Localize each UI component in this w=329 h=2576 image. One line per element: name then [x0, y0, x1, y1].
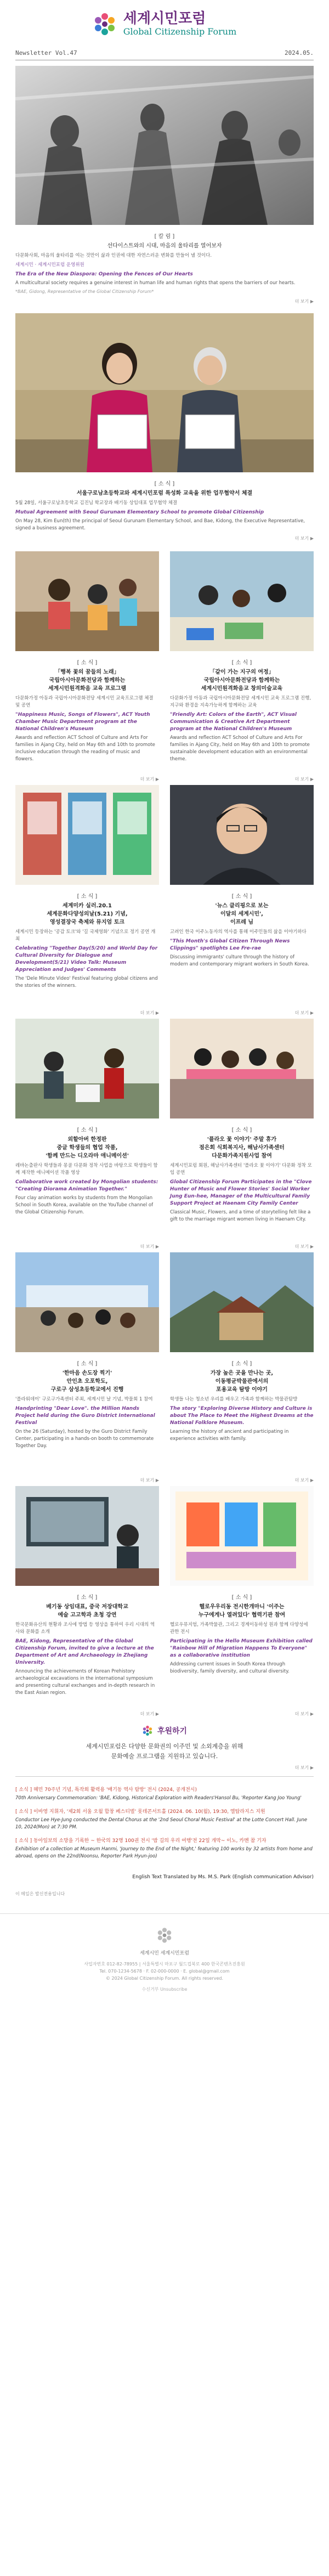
send-only-note: 이 메일은 발신전용입니다 [15, 1891, 65, 1896]
agreement-body-ko: 5월 28일, 서울구로남초등학교 김진님 학교장과 배기동 상임대표 업무협약 체결 [15, 500, 178, 506]
notice-item[interactable] [15, 1787, 314, 1802]
card-title-en: Collaborative work created by Mongolian students: "Creating Diorama Animation Together." [15, 1179, 158, 1192]
news-card-image[interactable] [15, 551, 159, 651]
card-body-en: Four clay animation works by students from the Mongolian School in South Korea, available on the YouTube channel of the Global Citizenship Forum. [15, 1195, 154, 1215]
card-body-ko: 한국문화유산의 현황과 조사에 방법 등 영상을 통하여 우리 시대의 역사와 문화를 소개 [15, 1622, 155, 1635]
card-title-ko[interactable]: 세계미카 실러.20.1 세계문화다양성의날(5.21) 기념, 영성결장국 축제와 뮤지엄 토크 [47, 903, 128, 925]
card-more-link[interactable]: 더 보기 ▶ [294, 1478, 314, 1483]
news-card [15, 1252, 159, 1486]
news-card [15, 1486, 159, 1720]
support-more-link[interactable]: 더 보기 ▶ [294, 1765, 314, 1770]
newsletter-header [0, 0, 329, 43]
support-title[interactable]: 후원하기 [157, 1727, 188, 1736]
news-card-image[interactable] [170, 1019, 314, 1118]
card-title-en: The story "Exploring Diverse History and Culture is about The Place to Meet the Highest Dreams at the National Folklore Museum. [170, 1406, 314, 1426]
card-title-ko[interactable]: 「행복 꽃의 꿈들의 노래」 국립아시아문화전당과 함께하는 세계시민원격화음 교육 프로그램 [48, 669, 127, 692]
card-body-en: Awards and reflection ACT School of Culture and Arts For families in Ajang City, held on May 6th and 10th to promote inclusive education through the reading of music and flowers. [15, 735, 155, 762]
agreement-body-en: On May 28, Kim Eun(th) the principal of Seoul Gurunam Elementary School, and Bae, Kidong, the Executive Representative, signed a business agreement. [15, 518, 305, 531]
notice-ko[interactable]: [ 소식 ] 이바영 지휘자, '제2회 서울 오월 합창 페스티벌' 롯데콘서트홀 (2024. 06. 10(월), 19:30, 엘탑라지스 지원 [15, 1809, 265, 1815]
card-more-link[interactable]: 더 보기 ▶ [294, 1244, 314, 1249]
card-title-ko[interactable]: '뉴스 클리핑으로 보는 이달의 세계시민', 이프레 님 [215, 903, 269, 925]
card-title-ko[interactable]: '한마음 손도장 찍기' 안인초 오포학도, 구로구 삼성초등학교에서 진행 [50, 1370, 124, 1393]
card-title-ko[interactable]: '플라오 꽃 이야기' 주말 휴가 점은회 식회복지사, 해남사가족센터 다문화가족지원사업 참여 [199, 1137, 285, 1159]
card-title-ko[interactable]: 베기동 상임대표, 중국 저장대학교 예술 고고학과 초청 강연 [46, 1604, 128, 1618]
forum-logo-icon [93, 12, 117, 36]
card-title-en: Handprinting "Dear Love". the Million Hands Project held during the Guro District International Festival [15, 1406, 155, 1426]
news-card [15, 785, 159, 1019]
forum-logo-icon [156, 1927, 173, 1944]
card-body-ko: 세계시민포럼 회원, 해남사가족센터 '플라오 꽃 이야기' 다문화 정착 모임 공연 [170, 1163, 312, 1176]
card-body-ko: 고려인 한국 이주노동자의 역사를 통해 이주민들의 삶을 이야기하다 [170, 929, 307, 935]
agreement-title-en: Mutual Agreement with Seoul Gurunam Elementary School to promote Global Citizenship [15, 510, 264, 515]
notice-item[interactable] [15, 1838, 314, 1860]
news-card-image[interactable] [15, 1019, 159, 1118]
card-more-link[interactable]: 더 보기 ▶ [140, 1711, 159, 1716]
news-card [170, 785, 314, 1019]
card-body-en: Announcing the achievements of Korean Prehistory archaeological excavations in the international symposium and presenting cultural exchanges and in-depth research in the East Asian region. [15, 1669, 155, 1696]
feature-source-en: *BAE, Gidong, Representative of the Global Citizenship Forum* [15, 289, 154, 294]
support-section [0, 1725, 329, 1771]
feature-body-en: A multicultural society requires a genuine interest in human life and human rights that opens the barriers of our hearts. [15, 280, 296, 286]
news-card [170, 551, 314, 785]
card-more-link[interactable]: 더 보기 ▶ [140, 1244, 159, 1249]
feature-author-ko: 세계시민 · 세계시민포럼 운영위원 [15, 262, 84, 268]
card-more-link[interactable]: 더 보기 ▶ [140, 777, 159, 782]
notice-item[interactable] [15, 1809, 314, 1831]
card-title-ko[interactable]: 「같이 가는 지구의 여정」 국립아시아문화전당과 함께하는 세계시민원격화음교 창의미술교육 [201, 669, 283, 692]
support-line-2: 문화예술 프로그램을 지원하고 있습니다. [111, 1753, 218, 1760]
card-category: [ 소 식 ] [231, 894, 252, 900]
news-card [170, 1252, 314, 1486]
card-category: [ 소 식 ] [77, 1127, 98, 1133]
news-card-image[interactable] [15, 785, 159, 885]
card-title-en: BAE, Kidong, Representative of the Global Citizenship Forum, invited to give a lecture at the Department of Art and Archaeology in Zhejiang University. [15, 1639, 154, 1665]
notice-en: Conductor Lee Hye-Jung conducted the Dental Chorus at the '2nd Seoul Choral Music Festival' at the Lotte Concert Hall. June 10, 2024(Mon) at 7:30 PM. [15, 1817, 308, 1830]
news-card [15, 551, 159, 785]
card-body-ko: 학생들 나는 청소년 우리를 배우고 가족과 함께하는 박물관탐방 [170, 1397, 298, 1402]
card-category: [ 소 식 ] [77, 660, 98, 666]
card-body-ko: 레바논출판사 학생들과 몽골 다문화 정착 사업을 바탕으로 학생들이 함께 제작한 애니메이션 작품 영상 [15, 1163, 158, 1176]
card-body-en: On the 26 (Saturday), hosted by the Guro District Family Center, participating in a hands-on booth to commemorate Together Day. [15, 1429, 154, 1449]
notice-en: Exhibition of a collection at Museum Hanmi, 'Journey to the End of the Night,' featuring 100 works by 32 artists from home and abroad, opens on the 22nd(Noonsu, Reporter Park Hyun-joo) [15, 1846, 313, 1859]
feature-column [15, 66, 314, 304]
news-card [170, 1019, 314, 1252]
card-more-link[interactable]: 더 보기 ▶ [140, 1010, 159, 1015]
card-title-en: "This Month's Global Citizen Through News Clippings" spotlights Lee Fre-rae [170, 939, 290, 951]
card-body-en: Discussing immigrants' culture through the history of modern and contemporary migrant workers in South Korea. [170, 954, 309, 967]
news-card-image[interactable] [170, 1252, 314, 1352]
card-category: [ 소 식 ] [77, 1595, 98, 1601]
card-body-ko: '플라워데이' 구로구가족센터 주최, 세계시민 날 기념, 박물회 1 참여 [15, 1397, 153, 1402]
newsletter-date: 2024.05. [285, 49, 314, 57]
card-body-en: Learning the history of ancient and participating in experience activities with family. [170, 1429, 289, 1442]
news-card-grid [15, 551, 314, 1720]
feature-category: [ 칼 럼 ] [154, 234, 175, 240]
news-card [15, 1019, 159, 1252]
card-more-link[interactable]: 더 보기 ▶ [140, 1478, 159, 1483]
feature-title-ko[interactable]: 선다이스트와의 시대, 마음의 울타리를 열어보자 [107, 243, 222, 249]
card-title-ko[interactable]: 가장 높은 곳을 만나는 곳, 이동평균박물관에서의 포용교육 탐방 이야기 [210, 1370, 274, 1393]
notice-ko[interactable]: [ 소식 ] 동아일보의 소망을 기록한 ~ 한국의 32명 100권 전시 '밤 길의 우리 여행'전 22일 개막~ 이노, 카멘 참 기자 [15, 1838, 266, 1844]
agreement-more-link[interactable]: 더 보기 ▶ [294, 536, 314, 541]
card-title-en: "Friendly Art: Colors of the Earth", ACT Visual Communication & Creative Art Department program at the National Children's Museum [170, 712, 297, 732]
card-title-en: "Happiness Music, Songs of Flowers", ACT Youth Chamber Music Department program at the National Children's Museum [15, 712, 150, 732]
news-card [170, 1486, 314, 1720]
agreement-news [15, 313, 314, 541]
card-body-en: The 'Dele Minute Video' Festival featuring global citizens and the stories of the winners. [15, 976, 158, 988]
card-body-ko: 세계시민 등장하는 '공감 토크'와 '길 국제영화' 기념으로 정기 공연 개최 [15, 929, 156, 942]
card-title-en: Celebrating "Together Day(5/20) and World Day for Cultural Diversity for Dialogue and Development(5/21) Video Talk: Museum Appreciation and Judges' Comments [15, 946, 158, 973]
agreement-title-ko[interactable]: 서울구로남초등학교와 세계시민포럼 특성화 교육을 위한 업무협약서 체결 [76, 490, 253, 496]
news-card-image[interactable] [170, 1486, 314, 1586]
card-category: [ 소 식 ] [231, 1361, 252, 1367]
card-body-en: Classical Music, Flowers, and a time of storytelling felt like a gift to the marriage migrant women living in Haenam City. [170, 1210, 311, 1222]
card-category: [ 소 식 ] [231, 1595, 252, 1601]
news-card-image[interactable] [170, 785, 314, 885]
news-card-image[interactable] [15, 1486, 159, 1586]
feature-title-en: The Era of the New Diaspora: Opening the Fences of Our Hearts [15, 272, 193, 277]
card-more-link[interactable]: 더 보기 ▶ [294, 777, 314, 782]
newsletter-footer [0, 1913, 329, 1992]
card-more-link[interactable]: 더 보기 ▶ [294, 1010, 314, 1015]
translation-credit: English Text Translated by Ms. M.S. Park (English communication Advisor) [132, 1874, 314, 1880]
card-body-en: Awards and reflection ACT School of Culture and Arts For families in Ajang City, held on May 6th and 10th to promote sustainable development education with an environmental theme. [170, 735, 310, 762]
footer-address: 사업자번호 012-82-78955 | 서울특별시 마포구 월드컵북로 400 한국콘텐츠진흥원 [84, 1962, 245, 1967]
divider [15, 1776, 314, 1777]
support-line-1: 세계시민포럼은 다양한 문화권의 이주민 및 소외계층을 위해 [86, 1743, 243, 1750]
card-body-ko: 다문화가정 아동과 국립아시아문화전당 세계시민 교육 프로그램 진행, 지구와 환경을 지속가능하게 함께하는 교육 [170, 696, 311, 708]
card-title-ko[interactable]: 외할아버 한정판 중글 학생들의 협업 작품, '함께 만드는 디오라마 애니메이션' [46, 1137, 129, 1159]
notice-list [15, 1787, 314, 1860]
card-title-ko[interactable]: 헬로우우리동 전시한개마니 '이주는 누구에게나 열려있다' 협력기관 참여 [198, 1604, 286, 1618]
forum-logo-icon [142, 1725, 153, 1736]
card-title-en: Participating in the Hello Museum Exhibition called "Rainbow Hill of Migration Happens To Everyone" as a collaborative institution [170, 1639, 313, 1658]
card-more-link[interactable]: 더 보기 ▶ [294, 1711, 314, 1716]
newsletter-volume: Newsletter Vol.47 [15, 49, 77, 57]
footer-org: 세계시민 세계시민포럼 [140, 1951, 189, 1956]
feature-summary-ko: 다문화사회, 마음의 울타리를 여는 것만이 삶과 인권에 대한 자연스러운 변화를 만들어 낼 것이다. [15, 253, 212, 258]
news-card-image[interactable] [170, 551, 314, 651]
feature-more-link[interactable]: 더 보기 ▶ [294, 299, 314, 304]
footer-copyright: © 2024 Global Citizenship Forum. All rights reserved. [105, 1976, 224, 1981]
agreement-photo[interactable] [15, 313, 314, 472]
feature-image[interactable] [15, 66, 314, 225]
card-body-ko: 헬로우뮤지엄, 가족박물관, 그리고 경계이동하성 원과 함께 다양성에 관한 전시 [170, 1622, 308, 1635]
forum-title: 세계시민포럼 [123, 10, 206, 27]
forum-subtitle: Global Citizenship Forum [123, 26, 237, 37]
notice-en: 70th Anniversary Commemoration: 'BAE, Kidong, Historical Exploration with Readers'Hansol Bu, 'Reporter Kang Joo Young' [15, 1795, 302, 1801]
news-card-image[interactable] [15, 1252, 159, 1352]
issue-bar [15, 46, 314, 60]
card-body-en: Addressing current issues in South Korea through biodiversity, family diversity, and cultural diversity. [170, 1662, 290, 1674]
card-title-en: Global Citizenship Forum Participates in the "Clove Hunter of Music and Flower Stories' Social Worker Jung Eun-hee, Manager of the Multicultural Family Support Project at Haenam City Family Center [170, 1179, 312, 1206]
card-category: [ 소 식 ] [77, 1361, 98, 1367]
card-category: [ 소 식 ] [77, 894, 98, 900]
card-body-ko: 다문화가정 아동과 국립아시아문화전당 세계시민 교육프로그램 체결 및 공연 [15, 696, 154, 708]
agreement-category: [ 소 식 ] [154, 481, 175, 487]
notice-ko[interactable]: [ 소식 ] 혜민 70주년 기념, 특작회 활력용 '배기동 역사 탐방' 전시 (2024, 공개전시) [15, 1787, 197, 1793]
unsubscribe-link[interactable]: 수신거부 Unsubscribe [141, 1987, 188, 1992]
card-category: [ 소 식 ] [231, 660, 252, 666]
footer-contact: Tel. 070-1234-5678 · F. 02-000-0000 · E. global@gmail.com [99, 1969, 230, 1974]
card-category: [ 소 식 ] [231, 1127, 252, 1133]
